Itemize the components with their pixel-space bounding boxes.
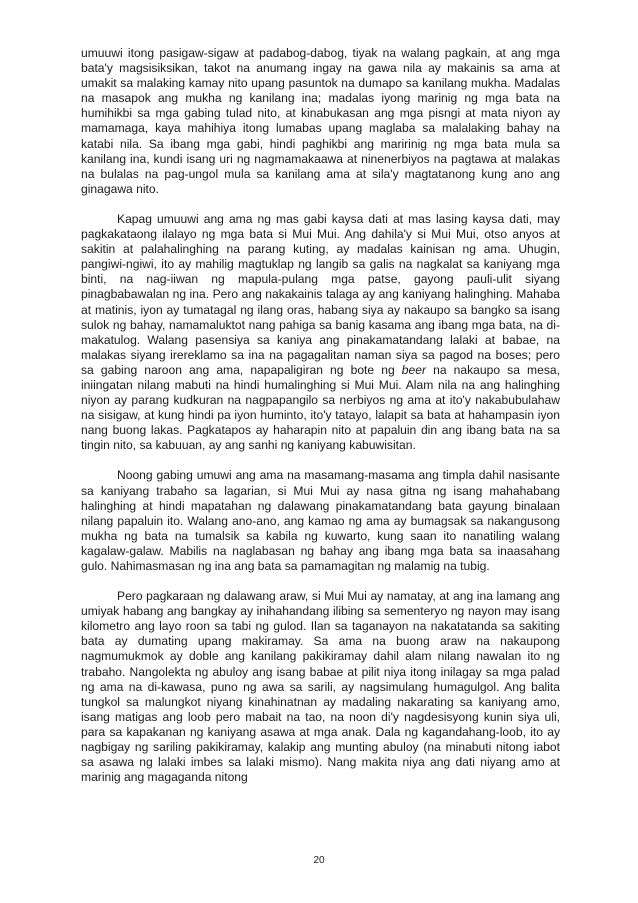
paragraph-text: Noong gabing umuwi ang ama na masamang-masama ang timpla dahil nasisante sa kaniyang trabaho sa lagarian, si Mui Mui ay nasa gitna ng isang mahahabang halinghing at hindi mapatahan ng dalawang pinakamatandang bata gayung binalaan nilang papaluin ito. Walang ano-ano, ang kamao ng ama ay bumagsak sa nakangusong mukha ng bata na tumalsik sa kabila ng kuwarto, kung saan ito nanatiling walang kagalaw-galaw. Mabilis na naglabasan ng bahay ang ibang mga bata sa inaasahang gulo. Nahimasmasan ng ina ang bata sa pamamagitan ng malamig na tubig. xyxy=(81,468,560,573)
paragraph-3 xyxy=(81,468,560,574)
paragraph-text: Pero pagkaraan ng dalawang araw, si Mui Mui ay namatay, at ang ina lamang ang umiyak habang ang bangkay ay inihahandang ilibing sa sementeryo ng nayon may isang kilometro ang layo roon sa tabi ng gulod. Ilan sa taganayon na nakatatanda sa sakiting bata ay dumating upang makiramay. Sa ama na buong araw na nakaupong nagmumukmok ay doble ang kanilang pakikiramay dahil alam nilang nawalan ito ng trabaho. Nangolekta ng abuloy ang isang babae at pilit niya itong inilagay sa mga palad ng ama na di-kawasa, puno ng awa sa sarili, ay nagsimulang humagulgol. Ang balita tungkol sa malungkot niyang kinahinatnan ay madaling nakarating sa kaniyang amo, isang matigas ang loob pero mabait na tao, na noon di'y nagdesisyong kunin siya uli, para sa kapakanan ng kaniyang asawa at mga anak. Dala ng kagandahang-loob, ito ay nagbigay ng sariling pakikiramay, kalakip ang munting abuloy (na minabuti nitong iabot sa asawa ng lalaki imbes sa lalaki mismo). Nang makita niya ang dati niyang amo at marinig ang magaganda nitong xyxy=(81,589,560,785)
page-number: 20 xyxy=(313,855,325,866)
paragraph-text: Kapag umuuwi ang ama ng mas gabi kaysa dati at mas lasing kaysa dati, may pagkakataong ilalayo ng mga bata si Mui Mui. Ang dahila'y si Mui Mui, otso anyos at sakitin at palahalinghing na parang kuting, ay madalas kainisan ng ama. Uhugin, pangiwi-ngiwi, ito ay mahilig magtuklap ng langib sa galis na nagkalat sa kaniyang mga binti, na nag-iiwan ng mapula-pulang mga patse, gayong pauli-ulit siyang pinagbabawalan ng ina. Pero ang nakakainis talaga ay ang kaniyang halinghing. Mahaba at matinis, iyon ay tumatagal ng ilang oras, habang siya ay nakaupo sa bangko sa isang sulok ng bahay, namamaluktot nang pahiga sa banig kasama ang ibang mga bata, na di-makatulog. Walang pasensiya sa kaniya ang pinakamatandang lalaki at babae, na malakas siyang irereklamo sa ina na pagagalitan naman siya sa pagod na boses; pero sa gabing naroon ang ama, napapaligiran ng bote ng xyxy=(81,211,560,377)
paragraph-text: umuuwi itong pasigaw-sigaw at padabog-dabog, tiyak na walang pagkain, at ang mga bata'y magsisiksikan, takot na anumang ingay na gawa nila ay makainis sa ama at umakit sa malaking kamay nito upang pasuntok na dumapo sa kanilang mukha. Madalas na masapok ang mukha ng kanilang ina; madalas iyong marinig ng mga bata na humihikbi sa mga gabing tulad nito, at kinabukasan ang mga pisngi at mata niyon ay mamamaga, kaya mahihiya itong lumabas upang maglaba sa malalaking bahay na katabi nila. Sa ibang mga gabi, hindi paghikbi ang maririnig ng mga bata mula sa kanilang ina, kundi isang uri ng nagmamakaawa at ninenerbiyos na pagtawa at malakas na bulalas na pag-ungol mula sa kanilang ama at sila'y magtatanong kung ano ang ginagawa nito. xyxy=(81,46,560,196)
body-text xyxy=(81,46,560,785)
emphasized-word: beer xyxy=(401,362,427,377)
paragraph-text: na nakaupo sa mesa, iniingatan nilang mabuti na hindi humalinghing si Mui Mui. Alam nila na ang halinghing niyon ay parang kudkuran na nagpapangilo sa nerbiyos ng ama at ito'y nakabubulahaw na sisigaw, at kung hindi pa iyon huminto, ito'y tatayo, lalapit sa bata at hahampasin iyon nang buong lakas. Pagkatapos ay haharapin nito at papaluin din ang ibang bata na sa tingin nito, sa kabuuan, ay ang sanhi ng kaniyang kabuwisitan. xyxy=(81,362,560,453)
paragraph-1 xyxy=(81,46,560,197)
paragraph-4 xyxy=(81,589,560,785)
paragraph-2 xyxy=(81,212,560,454)
